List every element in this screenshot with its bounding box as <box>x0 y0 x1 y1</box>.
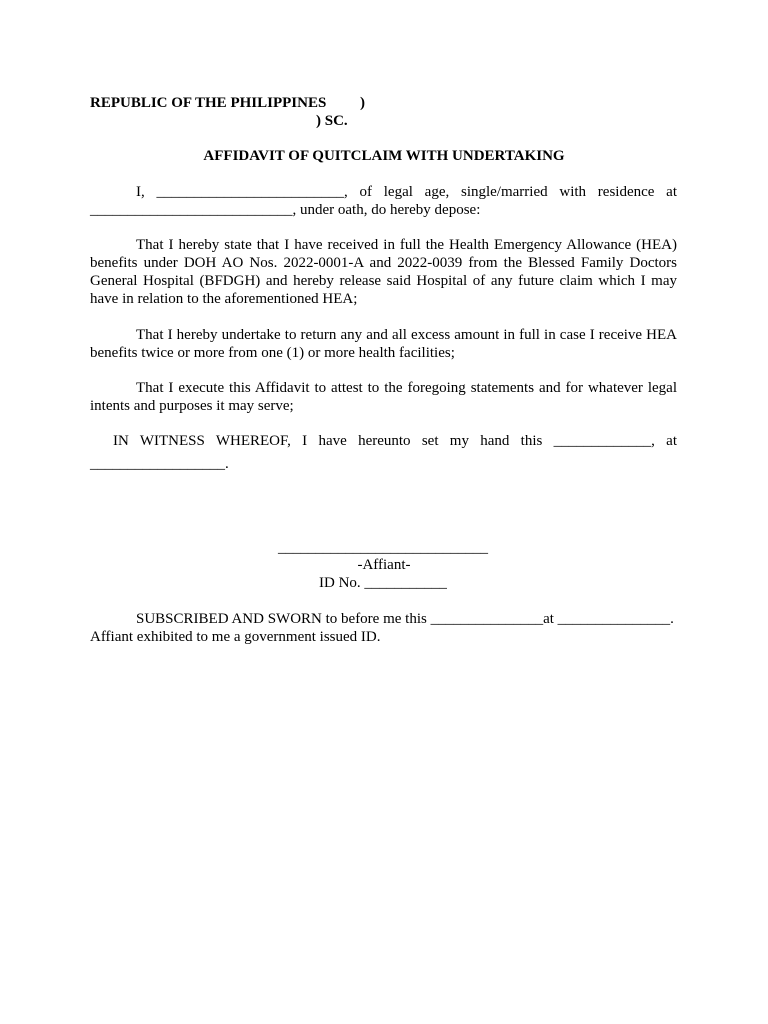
document-title: AFFIDAVIT OF QUITCLAIM WITH UNDERTAKING <box>203 148 565 164</box>
intro-line-1: I, _________________________, of legal age, single/married with residence at <box>136 184 677 200</box>
venue-sc: ) SC. <box>316 113 348 129</box>
republic-heading: REPUBLIC OF THE PHILIPPINES <box>90 95 327 111</box>
affiant-label: -Affiant- <box>357 557 411 573</box>
witness-line-2: __________________. <box>90 456 229 472</box>
signature-line: ____________________________ <box>278 540 488 556</box>
venue-parenthesis: ) <box>360 95 365 111</box>
paragraph-purpose: That I execute this Affidavit to attest to the foregoing statements and for whatever legal intents and purposes it may serve; <box>90 380 677 414</box>
jurat-line-1: SUBSCRIBED AND SWORN to before me this _______________at _______________. <box>136 611 674 627</box>
paragraph-hea-receipt: That I hereby state that I have received in full the Health Emergency Allowance (HEA) benefits under DOH AO Nos. 2022-0001-A and 2022-0039 from the Blessed Family Doctors General Hospital (BFDGH) and hereby release said Hospital of any future claim which I may have in relation to the aforementioned HEA; <box>90 237 677 307</box>
intro-line-2: ___________________________, under oath, do hereby depose: <box>90 202 481 218</box>
paragraph-undertaking: That I hereby undertake to return any and all excess amount in full in case I receive HEA benefits twice or more from one (1) or more health facilities; <box>90 327 677 361</box>
witness-line-1: IN WITNESS WHEREOF, I have hereunto set my hand this _____________, at <box>113 433 677 449</box>
affiant-id-field: ID No. ___________ <box>319 575 447 591</box>
jurat-line-2: Affiant exhibited to me a government issued ID. <box>90 629 381 645</box>
